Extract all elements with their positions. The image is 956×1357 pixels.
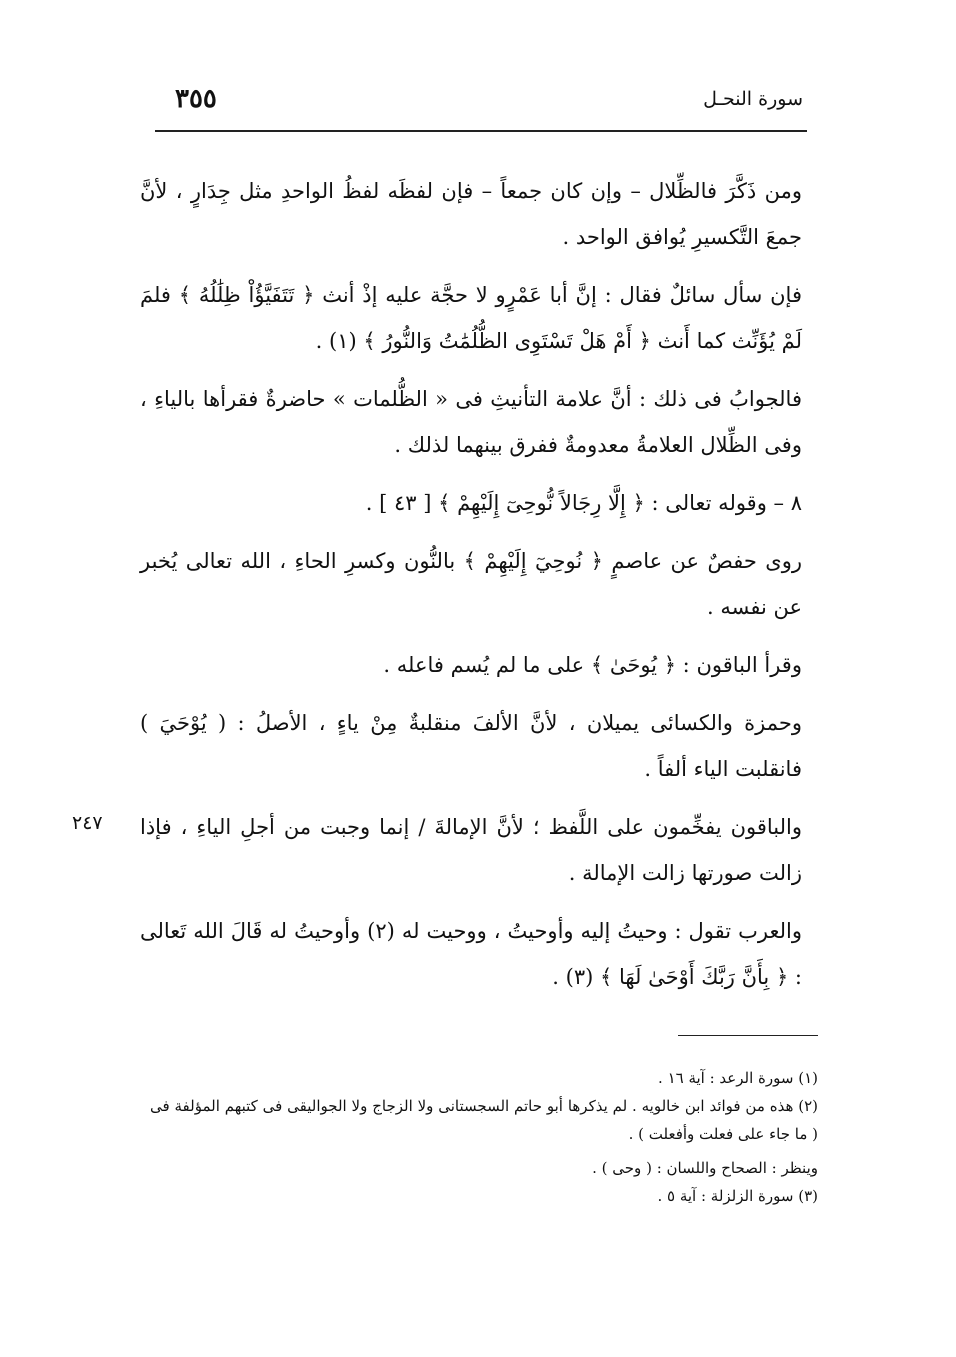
footnote: (٣) سورة الزلزلة : آية ٥ . xyxy=(657,1187,818,1205)
paragraph: وقرأ الباقون : ﴿ يُوحَىٰ ﴾ على ما لم يُسم فاعله . xyxy=(383,653,802,677)
page-number: ٣٥٥ xyxy=(175,84,217,114)
footnote: وينظر : الصحاح واللسان : ( وحى ) . xyxy=(592,1159,818,1177)
paragraph: فإن سأل سائلٌ فقال : إنَّ أبا عَمْرٍو لا حجَّة عليه إذْ أنث ﴿ تَتَفَيَّؤُاْ ظِلَٰلُهُ ﴾ فلمَ لَمْ يُؤَنِّث كما أَنث ﴿ أَمْ هَلْ تَسْتَوِى الظُّلُمَٰتُ وَالنُّورُ ﴾ (١) . xyxy=(140,283,802,353)
paragraph: روى حفصٌ عن عاصمٍ ﴿ نُوحِيٓ إِلَيْهِمْ ﴾ بالنُّون وكسرِ الحاءِ ، الله تعالى يُخبر عن نفسه . xyxy=(140,549,802,619)
paragraph: فالجوابُ فى ذلك : أنَّ علامة التأنيثِ فى « الظُّلمات » حاضرةٌ فقرأها بالياءِ ، وفى الظِّلال العلامةُ معدومةٌ ففرق بينهما لذلك . xyxy=(140,387,802,457)
paragraph: وحمزة والكسائى يميلان ، لأنَّ الألفَ منقلبةٌ مِنْ ياءٍ ، الأصلُ : ( يُوْحَيَ ) فانقلبت الياء ألفاً . xyxy=(140,711,802,781)
paragraph: ومن ذَكَّرَ فالظِّلال – وإن كان جمعاً – فإن لفظَه لفظُ الواحدِ مثل جِدَارٍ ، لأنَّ جمعَ التَّكسيرِ يُوافق الواحد . xyxy=(140,179,802,249)
margin-page-reference: ٢٤٧ xyxy=(72,812,103,834)
paragraph: والعرب تقول : وحيتُ إليه وأوحيتُ ، ووحيت له (٢) وأوحيتُ له قَالَ الله تَعالى : ﴿ بِأَنَّ رَبَّكَ أَوْحَىٰ لَهَا ﴾ (٣) . xyxy=(140,919,802,989)
footnotes xyxy=(150,1064,818,1210)
footnote: (١) سورة الرعد : آية ١٦ . xyxy=(658,1069,818,1087)
footnote: (٢) هذه من فوائد ابن خالويه . لم يذكرها أبو حاتم السجستانى ولا الزجاج ولا الجواليقى فى كتبهم المؤلفة فى ( ما جاء على فعلت وأفعلت ) . xyxy=(150,1097,818,1143)
footnote-divider xyxy=(678,1035,818,1036)
paragraph: والباقون يفخِّمون على اللَّفظ ؛ لأنَّ الإمالةَ / إنما وجبت من أجلِ الياءِ ، فإذا زالت صورتها زالت الإمالة . xyxy=(140,815,802,885)
main-text xyxy=(140,168,826,1012)
paragraph: ٨ – وقوله تعالى : ﴿ إِلَّا رِجَالاً نُّوحِىٓ إِلَيْهِمْ ﴾ [ ٤٣ ] . xyxy=(365,491,802,515)
chapter-title: سورة النحـل xyxy=(703,88,803,110)
page-header xyxy=(155,70,807,132)
